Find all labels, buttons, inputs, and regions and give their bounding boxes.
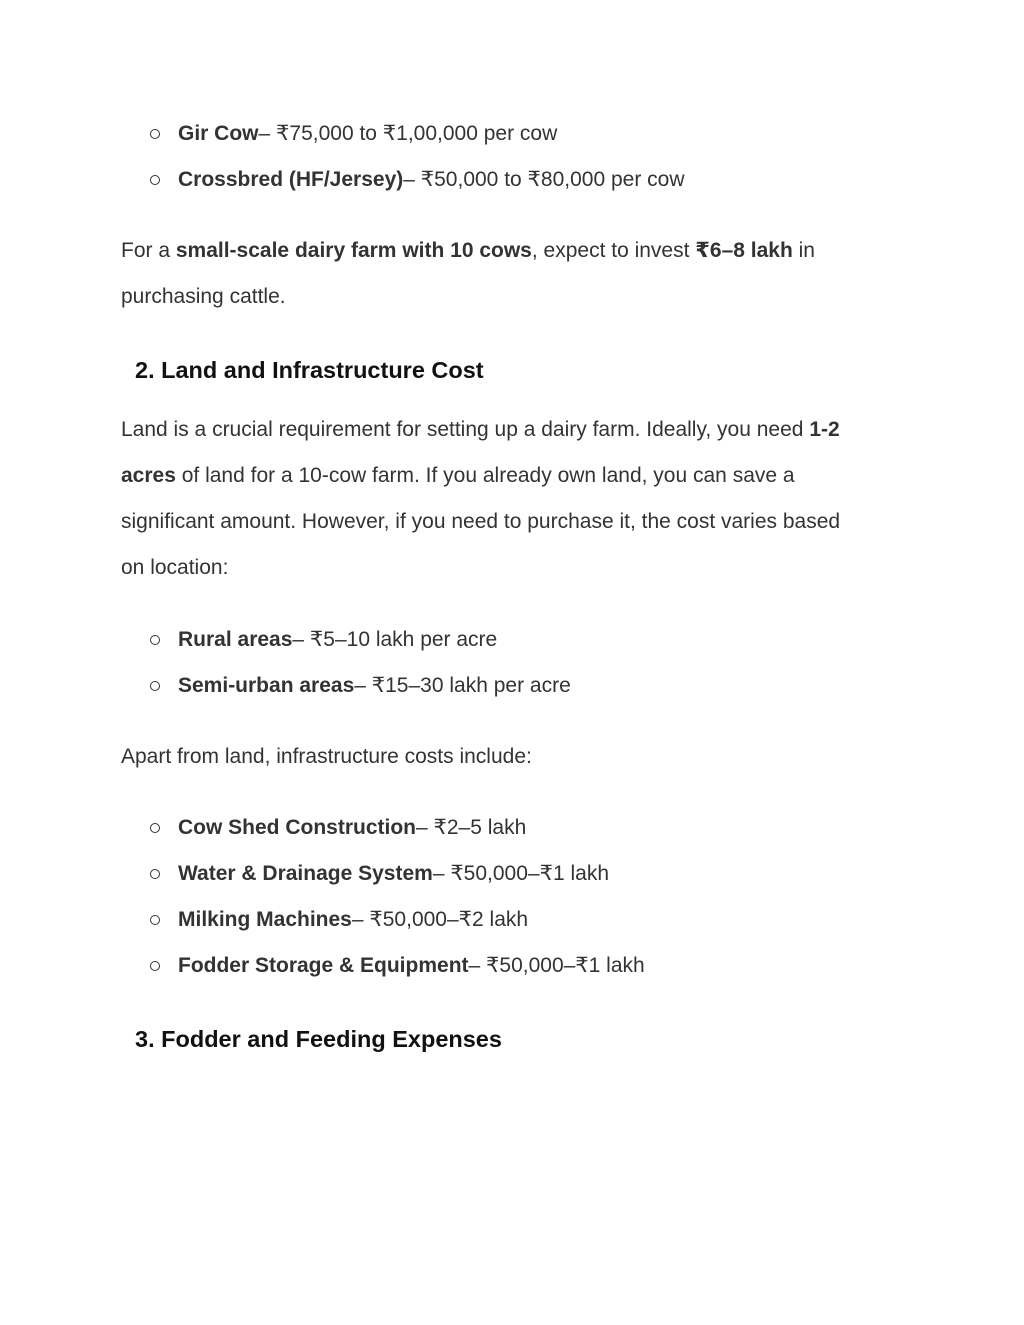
- paragraph-line: Apart from land, infrastructure costs include:: [121, 745, 532, 768]
- list-item-detail: – ₹50,000–₹2 lakh: [351, 908, 529, 931]
- list-item: [150, 157, 685, 203]
- list-item-detail: – ₹15–30 lakh per acre: [354, 674, 571, 697]
- list-item-detail: – ₹75,000 to ₹1,00,000 per cow: [258, 122, 558, 145]
- hollow-bullet-icon: [150, 175, 160, 185]
- hollow-bullet-icon: [150, 915, 160, 925]
- infra-intro-paragraph: [121, 734, 911, 780]
- hollow-bullet-icon: [150, 823, 160, 833]
- paragraph-line: on location:: [121, 556, 229, 579]
- bold-run: 1-2: [809, 418, 840, 441]
- list-item: [150, 943, 645, 989]
- list-item-name: Crossbred (HF/Jersey): [178, 168, 404, 191]
- bold-run: small-scale dairy farm with 10 cows: [175, 239, 532, 262]
- hollow-bullet-icon: [150, 961, 160, 971]
- hollow-bullet-icon: [150, 635, 160, 645]
- list-item: [150, 111, 685, 157]
- list-item-name: Cow Shed Construction: [178, 816, 416, 839]
- land-cost-list: [150, 617, 571, 709]
- infra-cost-list: [150, 805, 645, 989]
- list-item-name: Water & Drainage System: [178, 862, 433, 885]
- text-run: For a: [121, 239, 176, 262]
- hollow-bullet-icon: [150, 681, 160, 691]
- list-item-name: Gir Cow: [178, 122, 259, 145]
- paragraph-line: purchasing cattle.: [121, 285, 286, 308]
- text-run: Land is a crucial requirement for setting up a dairy farm. Ideally, you need: [121, 418, 810, 441]
- paragraph-line: significant amount. However, if you need to purchase it, the cost varies based: [121, 510, 841, 533]
- text-run: of land for a 10-cow farm. If you already own land, you can save a: [175, 464, 795, 487]
- land-intro-paragraph: [121, 407, 911, 591]
- list-item-detail: – ₹50,000–₹1 lakh: [468, 954, 645, 977]
- paragraph-line: [121, 407, 911, 453]
- list-item-detail: – ₹50,000 to ₹80,000 per cow: [403, 168, 685, 191]
- bold-run: ₹6–8 lakh: [695, 239, 793, 262]
- section-heading: 3. Fodder and Feeding Expenses: [135, 1026, 502, 1052]
- hollow-bullet-icon: [150, 129, 160, 139]
- text-run: , expect to invest: [531, 239, 696, 262]
- hollow-bullet-icon: [150, 869, 160, 879]
- list-item-name: Semi-urban areas: [178, 674, 355, 697]
- bold-run: acres: [121, 464, 176, 487]
- list-item-name: Rural areas: [178, 628, 293, 651]
- list-item: [150, 663, 571, 709]
- list-item-detail: – ₹2–5 lakh: [416, 816, 527, 839]
- list-item-name: Fodder Storage & Equipment: [178, 954, 469, 977]
- text-run: in: [792, 239, 815, 262]
- section-heading: 2. Land and Infrastructure Cost: [135, 357, 484, 383]
- cattle-price-list: [150, 111, 685, 203]
- list-item-detail: – ₹5–10 lakh per acre: [292, 628, 498, 651]
- list-item: [150, 805, 645, 851]
- list-item: [150, 851, 645, 897]
- paragraph-line: [121, 228, 911, 274]
- paragraph-line: [121, 453, 911, 499]
- list-item: [150, 897, 645, 943]
- list-item-detail: – ₹50,000–₹1 lakh: [432, 862, 609, 885]
- list-item-name: Milking Machines: [178, 908, 352, 931]
- list-item: [150, 617, 571, 663]
- cattle-summary-paragraph: [121, 228, 911, 320]
